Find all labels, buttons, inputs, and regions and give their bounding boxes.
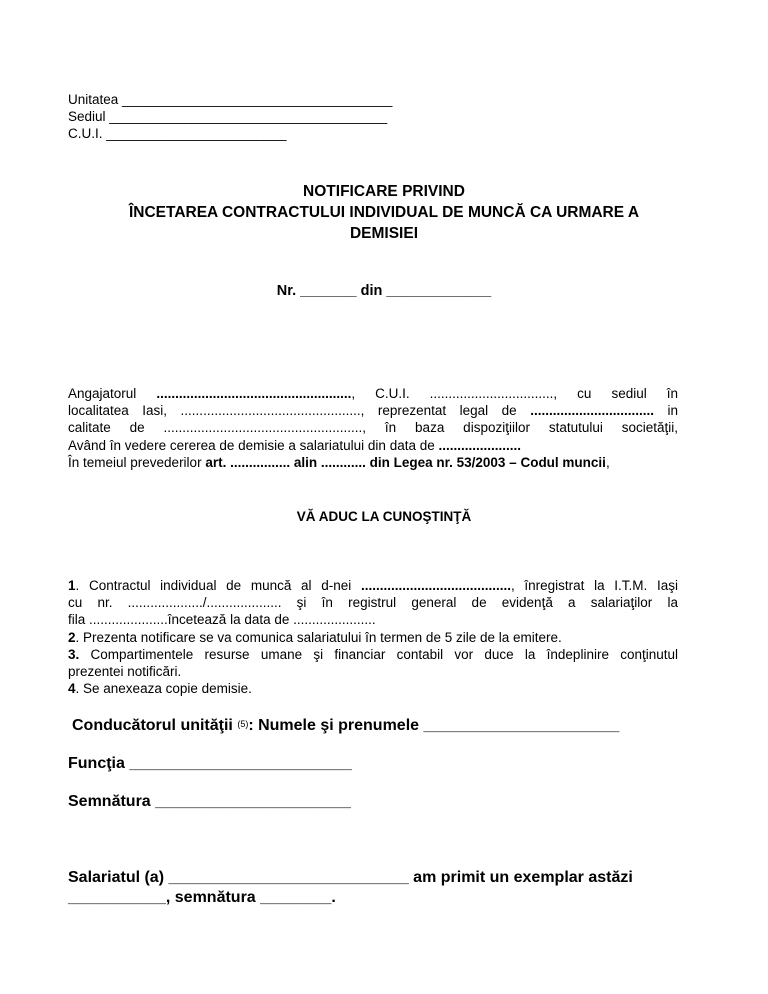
paragraph-line [68, 437, 678, 454]
text-segment: În temeiul prevederilor [68, 454, 206, 470]
item-3-line: prezentei notificări. [68, 664, 182, 680]
paragraph-line [68, 402, 678, 419]
title-line-3: DEMISIEI [349, 225, 419, 242]
text-segment: Având în vedere cererea de demisie a salariatului din data de [68, 437, 439, 453]
title-line-1: NOTIFICARE PRIVIND [303, 183, 465, 200]
unitatea-line: Unitatea ____________________________________ [68, 92, 393, 107]
paragraph-line: calitate de ....................................................., în baza dispoziţiilor statutului societăţii, [68, 420, 678, 436]
employee-line-2: ___________, semnătura ________. [68, 889, 336, 906]
text-segment: Angajatorul [68, 386, 157, 401]
item-4-line [68, 680, 678, 697]
employer-paragraph [68, 385, 678, 471]
text-segment: , C.U.I. ................................., cu sediul în [351, 386, 678, 401]
item-number: 4 [68, 681, 76, 697]
title-line-2: ÎNCETAREA CONTRACTULUI INDIVIDUAL DE MUNCĂ CA URMARE A [128, 204, 640, 221]
text-segment: in [653, 403, 678, 419]
text-segment: Conducătorul unităţii [72, 717, 238, 734]
item-number: 3. [68, 646, 80, 662]
items-list [68, 577, 678, 697]
text-segment: : Numele şi prenumele ______________________ [248, 717, 620, 734]
text-segment: Compartimentele resurse umane şi financiar contabil vor duce la îndeplinire conţinutul [79, 646, 678, 662]
paragraph-line [68, 454, 678, 471]
text-segment: . Prezenta notificare se va comunica salariatului în termen de 5 zile de la emitere. [75, 629, 562, 645]
item-3-line [68, 646, 678, 663]
sediul-line: Sediul _____________________________________ [68, 109, 388, 124]
signature-line: Semnătura ______________________ [68, 793, 351, 810]
employee-line-1: Salariatul (a) ___________________________ am primit un exemplar astăzi [68, 869, 633, 886]
paragraph-line [68, 385, 678, 402]
bold-segment: ...................... [438, 437, 522, 453]
footnote-marker: (5) [237, 719, 249, 729]
item-1-line: fila .....................încetează la data de ...................... [68, 612, 376, 628]
function-line: Funcţia _________________________ [68, 755, 352, 772]
bold-segment: .................................................... [156, 386, 352, 401]
document-number: Nr. _______ din _____________ [276, 283, 492, 299]
item-1-line [68, 577, 678, 594]
cui-line: C.U.I. ________________________ [68, 126, 287, 141]
item-2-line [68, 629, 678, 646]
text-segment: , înregistrat la I.T.M. Iaşi [510, 578, 678, 593]
bold-segment: art. ................ alin ............ din Legea nr. 53/2003 – Codul muncii [205, 454, 606, 470]
bold-segment: ........................................ [360, 578, 511, 593]
item-1-line: cu nr. ..................../.................... şi în registrul general de evidenţă a salariaţilor la [68, 595, 678, 611]
director-signature-line [72, 716, 619, 736]
item-number: 2 [68, 629, 76, 645]
text-segment: localitatea Iasi, ................................................, reprezentat legal de [68, 403, 531, 419]
announcement-heading: VĂ ADUC LA CUNOŞTINŢĂ [296, 509, 472, 524]
text-segment: . Contractul individual de muncă al d-nei [75, 578, 361, 593]
text-segment: , [605, 454, 610, 470]
item-number: 1 [68, 578, 76, 593]
text-segment: . Se anexeaza copie demisie. [75, 681, 252, 697]
bold-segment: ................................. [530, 403, 654, 419]
